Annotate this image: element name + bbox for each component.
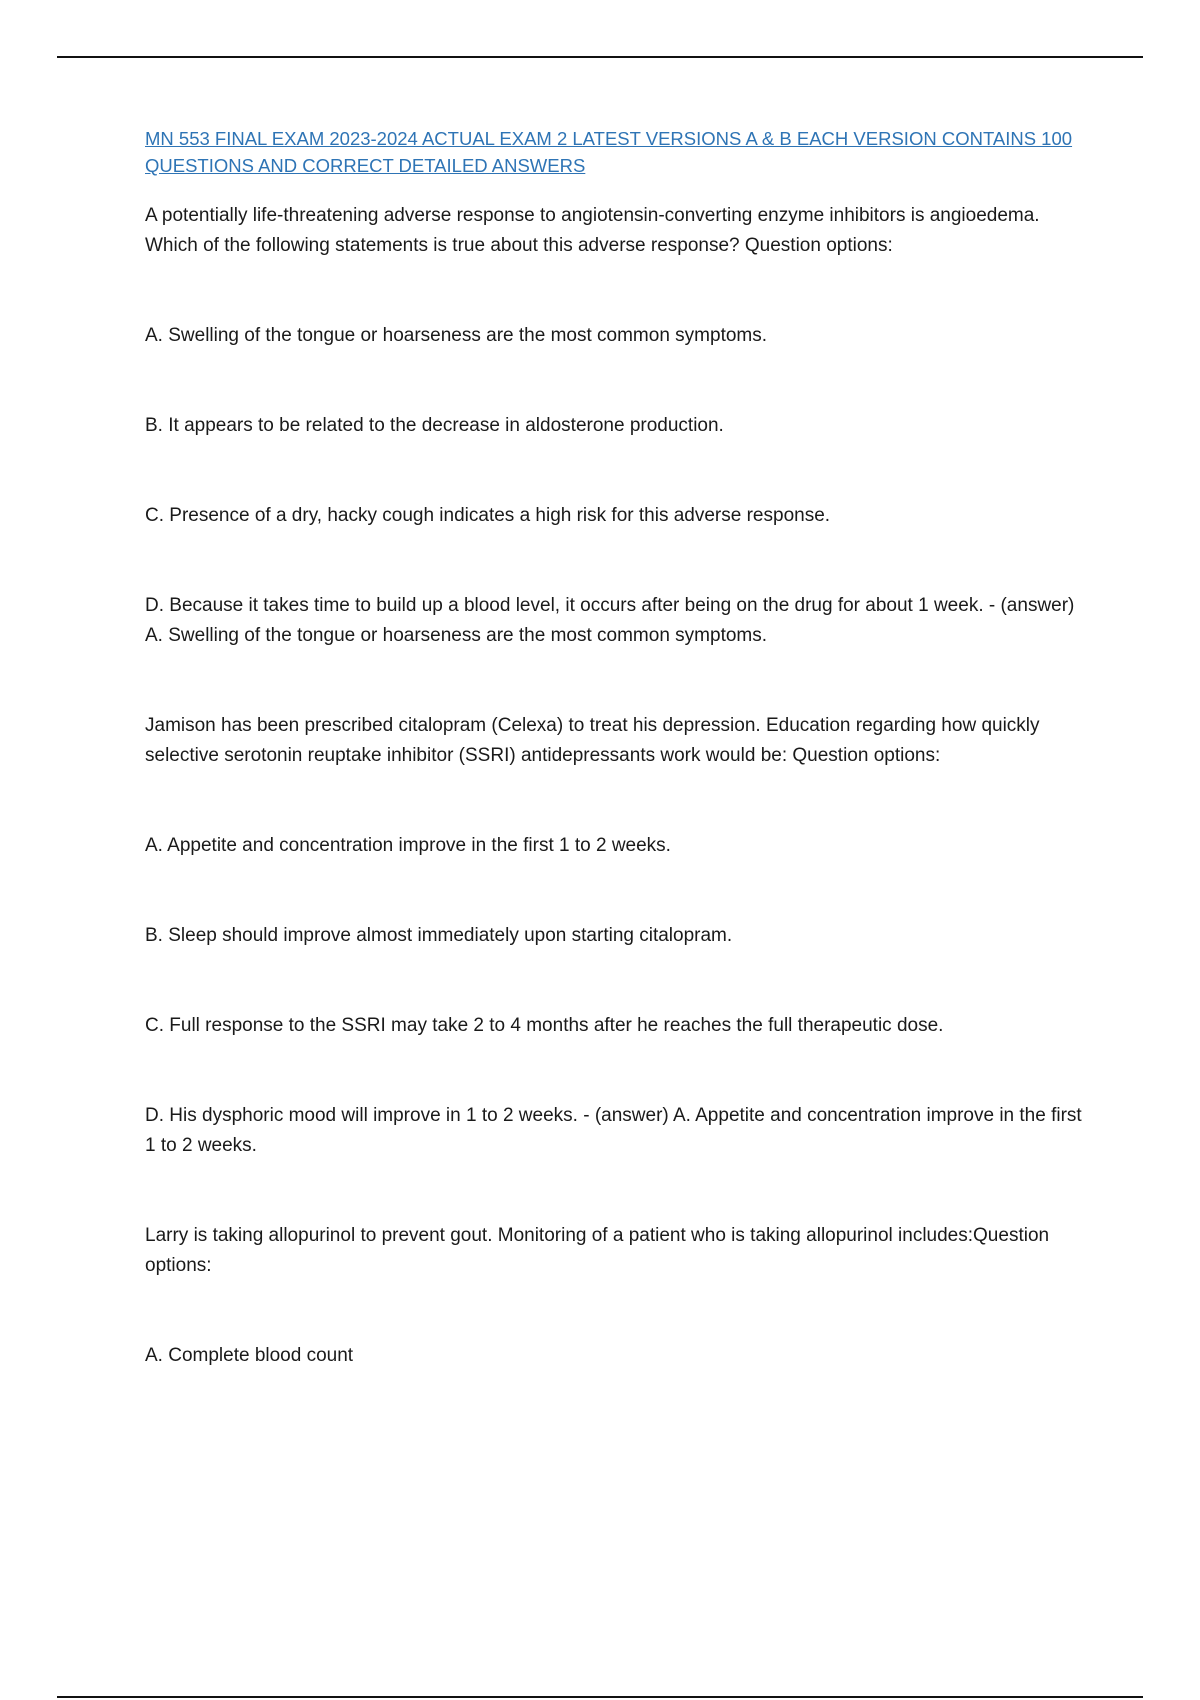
q1-option-c: C. Presence of a dry, hacky cough indicates a high risk for this adverse response. [145, 505, 831, 526]
q1-option-b: B. It appears to be related to the decrease in aldosterone production. [145, 415, 724, 436]
q1-option-a: A. Swelling of the tongue or hoarseness are the most common symptoms. [145, 325, 768, 346]
q2-option-d-answer: D. His dysphoric mood will improve in 1 to 2 weeks. - (answer) A. Appetite and concentration improve in the first 1 to 2 weeks. [145, 1105, 1082, 1156]
q2-option-a: A. Appetite and concentration improve in the first 1 to 2 weeks. [145, 835, 671, 856]
question-2: Jamison has been prescribed citalopram (Celexa) to treat his depression. Education regarding how quickly selective serotonin reuptake inhibitor (SSRI) antidepressants work would be: Question options: [145, 715, 1040, 766]
bottom-rule [57, 1696, 1143, 1698]
document-body [145, 125, 1090, 1371]
q2-option-b: B. Sleep should improve almost immediately upon starting citalopram. [145, 925, 733, 946]
top-rule [57, 56, 1143, 58]
document-title-link[interactable]: MN 553 FINAL EXAM 2023-2024 ACTUAL EXAM 2 LATEST VERSIONS A & B EACH VERSION CONTAINS 100 QUESTIONS AND CORRECT DETAILED ANSWERS [145, 128, 1073, 176]
q2-option-c: C. Full response to the SSRI may take 2 to 4 months after he reaches the full therapeutic dose. [145, 1015, 944, 1036]
q3-option-a: A. Complete blood count [145, 1345, 354, 1366]
question-3: Larry is taking allopurinol to prevent gout. Monitoring of a patient who is taking allopurinol includes:Question options: [145, 1225, 1050, 1276]
question-1: A potentially life-threatening adverse response to angiotensin-converting enzyme inhibitors is angioedema. Which of the following statements is true about this adverse response? Question options: [145, 205, 1040, 256]
q1-option-d-answer: D. Because it takes time to build up a blood level, it occurs after being on the drug for about 1 week. - (answer) A. Swelling of the tongue or hoarseness are the most common symptoms. [145, 595, 1075, 646]
